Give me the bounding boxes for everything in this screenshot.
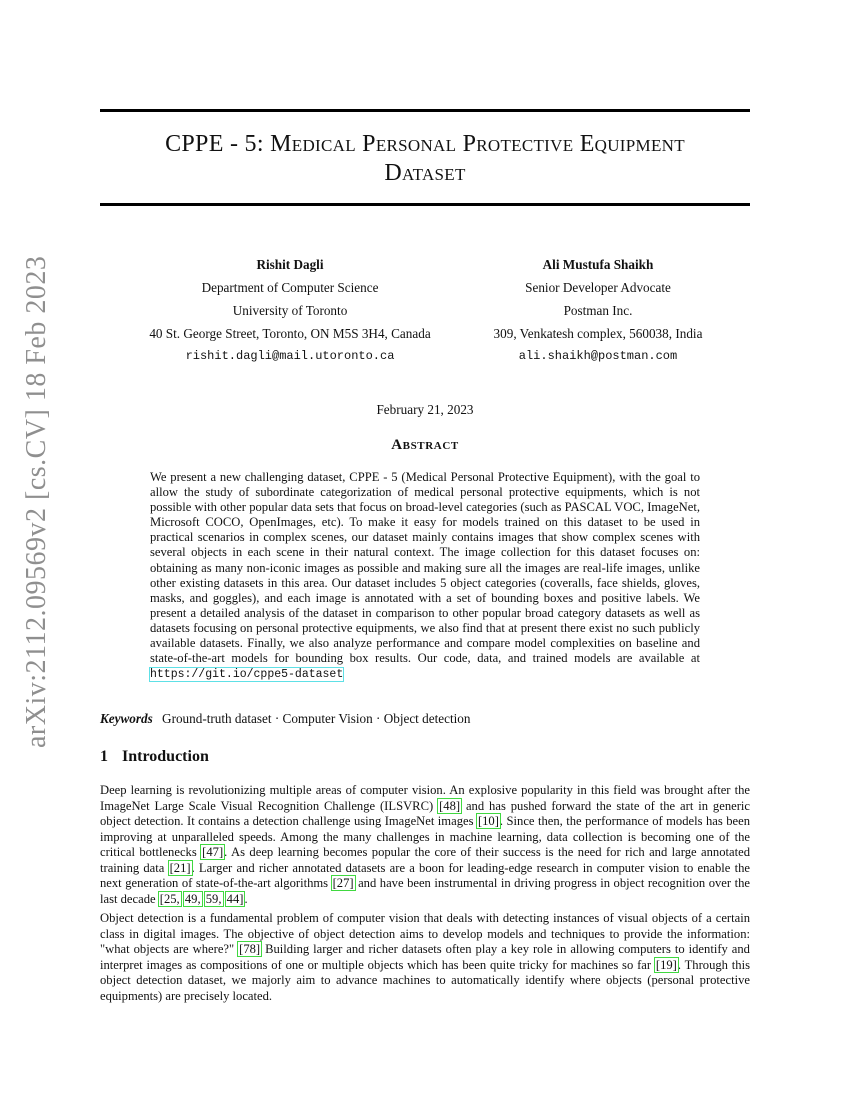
citation-link[interactable]: [48] — [439, 798, 461, 813]
citation-link[interactable]: 49, — [184, 891, 201, 906]
author-affiliation: Senior Developer Advocate — [525, 280, 671, 295]
author-block-1 — [120, 253, 460, 368]
paragraph-text: Building larger and richer datasets often play a key role in allowing computers to identify and interpret images as compositions of one or multiple objects which has been quite tricky for machines so far — [100, 942, 750, 972]
abstract-body — [150, 470, 700, 682]
author-address: 40 St. George Street, Toronto, ON M5S 3H4, Canada — [149, 326, 431, 341]
author-address: 309, Venkatesh complex, 560038, India — [493, 326, 703, 341]
title-bottom-rule — [100, 203, 750, 206]
author-affiliation: Postman Inc. — [563, 303, 633, 318]
arxiv-stamp: arXiv:2112.09569v2 [cs.CV] 18 Feb 2023 — [21, 255, 52, 748]
section-title: Introduction — [122, 748, 209, 765]
author-name: Rishit Dagli — [256, 257, 324, 272]
dataset-link[interactable]: https://git.io/cppe5-dataset — [150, 668, 344, 682]
abstract-text: We present a new challenging dataset, CPPE - 5 (Medical Personal Protective Equipment), with the goal to allow the study of subordinate categorization of medical personal protective equipments, which is not possible with other popular data sets that focus on broad-level categories (such as PASCAL VOC, ImageNet, Microsoft COCO, OpenImages, etc). To make it easy for models trained on this dataset to be used in practical scenarios in complex scenes, our dataset mainly contains images that show complex scenes with several objects in each scene in their natural context. The image collection for this dataset focuses on: obtaining as many non-iconic images as possible and making sure all the images are real-life images, unlike other existing datasets in this area. Our dataset includes 5 object categories (coveralls, face shields, gloves, masks, and goggles), and each image is annotated with a set of bounding boxes and positive labels. We present a detailed analysis of the dataset in comparison to other popular broad category datasets as well as datasets focusing on personal protective equipments, we also find that at present there exist no such publicly available datasets. Finally, we also analyze performance and compare model complexities on baseline and state-of-the-art models for bounding box results. Our code, data, and trained models are available at — [150, 470, 700, 666]
author-affiliation: University of Toronto — [232, 303, 348, 318]
paragraph-text: and has pushed forward the state of the art in generic object detection. It contains a detection challenge using ImageNet images — [100, 798, 750, 828]
paragraph-text: Object detection is a fundamental problem of computer vision that deals with detecting instances of visual objects of a certain class in digital images. The objective of object detection aims to develop models and techniques to provide the information: "what objects are where?" — [100, 911, 750, 956]
citation-link[interactable]: [10] — [477, 814, 499, 828]
keywords-label: Keywords — [100, 711, 153, 726]
citation-link[interactable]: [27] — [332, 876, 354, 890]
abstract-heading: Abstract — [391, 437, 459, 453]
keywords-text: Ground-truth dataset · Computer Vision · Object detection — [162, 711, 471, 726]
paper-date: February 21, 2023 — [376, 402, 474, 417]
citation-link[interactable]: [19] — [655, 957, 677, 972]
title-line-2: Dataset — [384, 160, 466, 186]
citation-link[interactable]: [21] — [169, 860, 191, 875]
paragraph-text: . Since then, the performance of models has been improving at unparalleled speeds. Among the many challenges in machine learning, data collection is becoming one of the critical bottlenecks — [100, 814, 750, 859]
paragraph-text: . Through this object detection dataset, we majorly aim to advance machines to automatically identify where objects (personal protective equipments) are precisely located. — [100, 957, 750, 1003]
intro-paragraph-1 — [100, 783, 750, 907]
paragraph-text: and have been instrumental in driving progress in object recognition over the last decade — [100, 876, 750, 906]
author-name: Ali Mustufa Shaikh — [542, 257, 654, 272]
citation-link[interactable]: 59, — [205, 891, 222, 906]
paragraph-text: . As deep learning becomes popular the core of their success is the need for rich and large annotated training data — [100, 845, 750, 875]
citation-link[interactable]: 44] — [226, 891, 244, 906]
keywords — [100, 711, 750, 727]
section-number: 1 — [100, 748, 108, 765]
author-email[interactable]: rishit.dagli@mail.utoronto.ca — [185, 349, 395, 363]
author-affiliation: Department of Computer Science — [201, 280, 379, 295]
paragraph-text: . — [244, 891, 248, 906]
intro-paragraph-2 — [100, 911, 750, 1004]
paper-title — [100, 130, 750, 188]
paragraph-text: . Larger and richer annotated datasets are a boon for leading-edge research in computer vision to enable the next generation of state-of-the-art algorithms — [100, 860, 750, 890]
author-block-2 — [468, 253, 728, 368]
citation-link[interactable]: [78] — [239, 942, 261, 956]
paragraph-text: Deep learning is revolutionizing multiple areas of computer vision. An explosive popularity in this field was brought after the ImageNet Large Scale Visual Recognition Challenge (ILSVRC) — [100, 783, 750, 813]
author-email[interactable]: ali.shaikh@postman.com — [518, 349, 678, 363]
citation-link[interactable]: [25, — [159, 891, 180, 906]
title-top-rule — [100, 109, 750, 112]
citation-link[interactable]: [47] — [202, 845, 224, 859]
title-line-1: CPPE - 5: Medical Personal Protective Equipment — [165, 131, 685, 157]
section-heading — [100, 748, 209, 766]
